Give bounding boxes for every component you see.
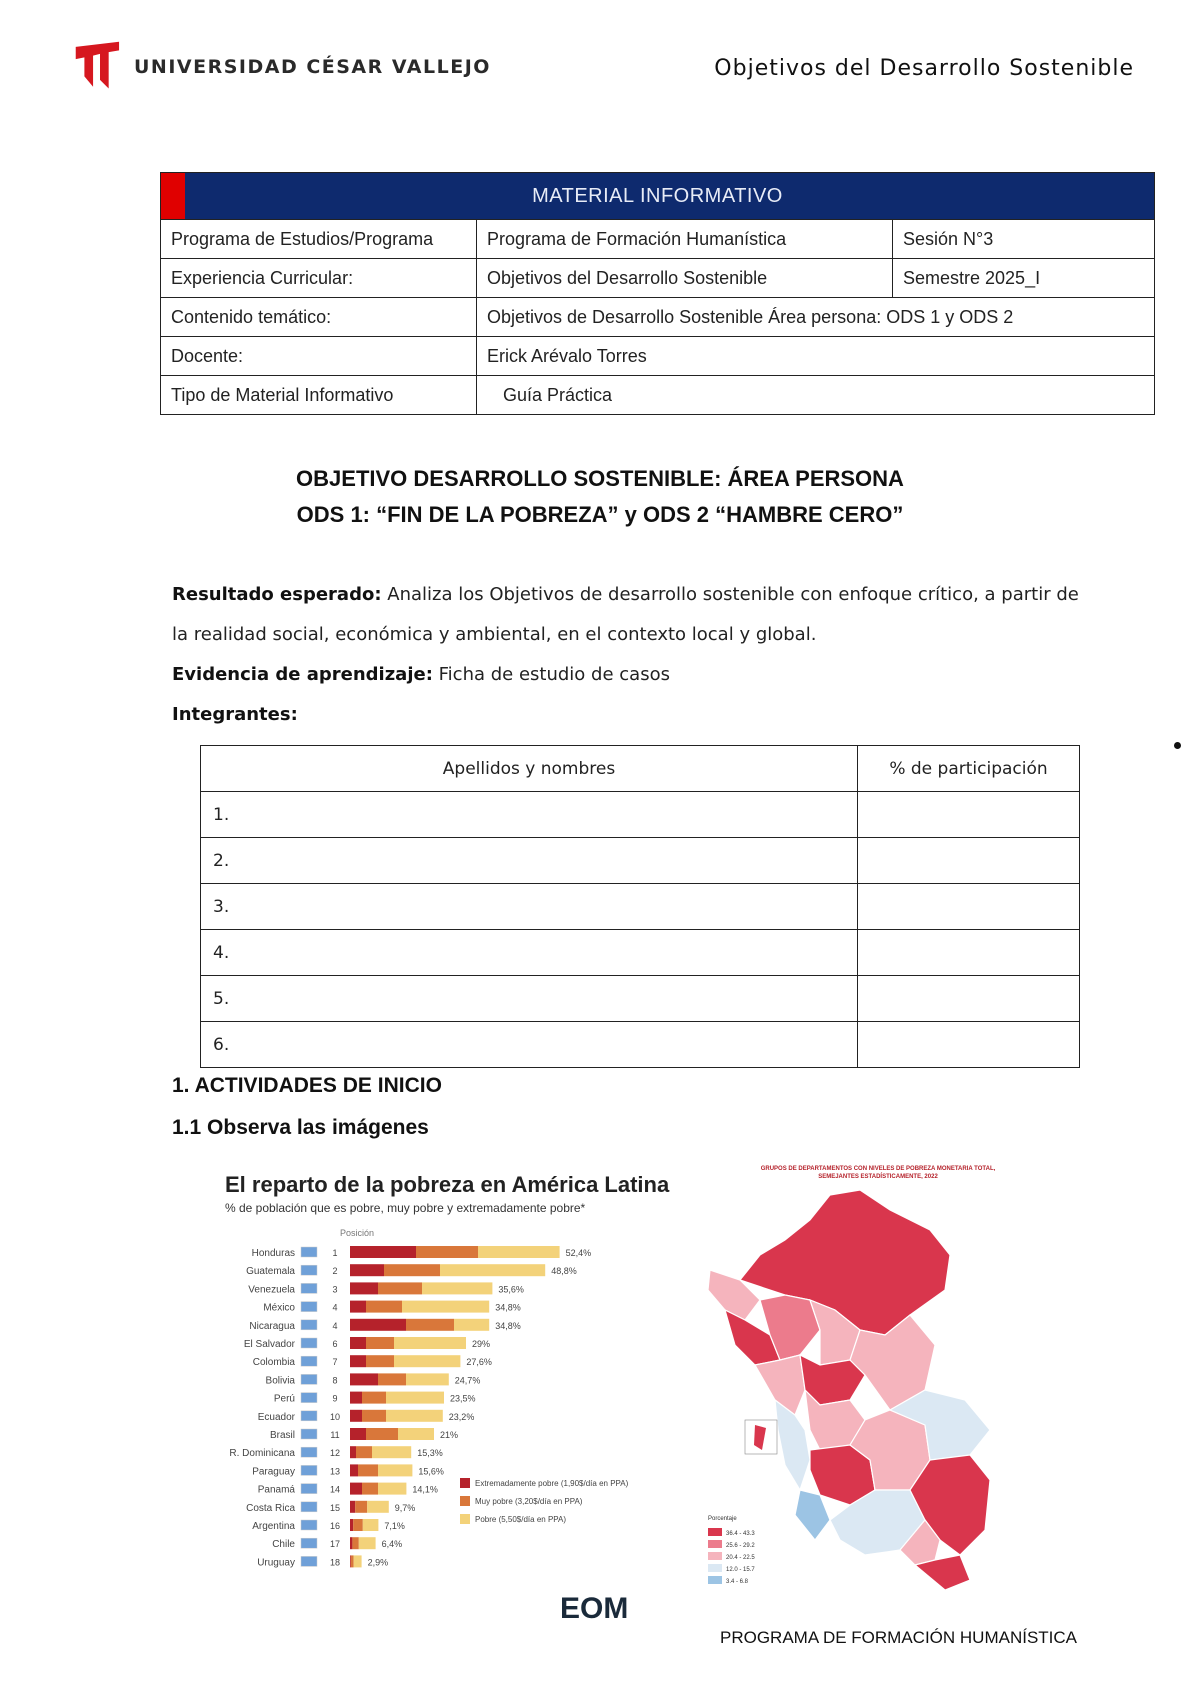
bar-segment	[366, 1428, 398, 1440]
bar-segment	[351, 1555, 354, 1567]
bar-segment	[366, 1355, 394, 1367]
bar-segment	[378, 1373, 406, 1385]
bar-segment	[406, 1319, 454, 1331]
bar-segment	[352, 1537, 358, 1549]
section-heading: 1. ACTIVIDADES DE INICIO	[172, 1074, 442, 1097]
col-names-header: Apellidos y nombres	[201, 746, 858, 792]
brand-logo: EOM	[560, 1592, 629, 1625]
country-label: Nicaragua	[249, 1320, 295, 1332]
members-table	[200, 745, 1080, 1068]
country-label: Brasil	[269, 1430, 295, 1441]
map-heading: GRUPOS DE DEPARTAMENTOS CON NIVELES DE POBREZA MONETARIA TOTAL,	[760, 1166, 996, 1172]
data-label: 14,1%	[412, 1484, 438, 1495]
country-flag-icon	[301, 1247, 317, 1257]
bar-segment	[386, 1410, 443, 1422]
subsection-heading: 1.1 Observa las imágenes	[172, 1116, 429, 1139]
bar-segment	[362, 1410, 386, 1422]
map-legend-swatch	[708, 1540, 722, 1548]
member-name-cell[interactable]: 1.	[201, 792, 858, 838]
heading-text: MATERIAL INFORMATIVO	[532, 184, 783, 207]
bar-segment	[372, 1446, 411, 1458]
country-label: Uruguay	[257, 1557, 295, 1569]
country-flag-icon	[301, 1502, 317, 1512]
bar-segment	[350, 1264, 384, 1276]
country-label: El Salvador	[243, 1339, 295, 1350]
bar-segment	[350, 1373, 378, 1385]
member-percent-cell[interactable]	[858, 884, 1080, 930]
country-label: Colombia	[252, 1357, 295, 1369]
country-label: Perú	[273, 1393, 295, 1405]
position-label: 2	[332, 1266, 338, 1277]
semester-cell: Semestre 2025_I	[893, 259, 1155, 298]
bar-segment	[378, 1464, 412, 1476]
country-flag-icon	[301, 1484, 317, 1494]
data-label: 9,7%	[394, 1502, 416, 1513]
map-legend-label: 25.6 - 29.2	[726, 1543, 755, 1549]
bar-segment	[406, 1373, 449, 1385]
bar-segment	[350, 1319, 406, 1331]
data-label: 2,9%	[367, 1557, 389, 1568]
value-cell: Objetivos del Desarrollo Sostenible	[477, 259, 893, 298]
bar-segment	[350, 1301, 366, 1313]
label-cell: Tipo de Material Informativo	[161, 376, 477, 415]
bar-segment	[394, 1355, 460, 1367]
data-label: 29%	[472, 1339, 491, 1349]
position-label: 3	[332, 1284, 338, 1295]
member-percent-cell[interactable]	[858, 838, 1080, 884]
bar-segment	[378, 1483, 406, 1495]
material-info-table	[160, 172, 1155, 415]
map-legend-label: 36.4 - 43.3	[726, 1531, 755, 1537]
bar-segment	[350, 1555, 351, 1567]
country-flag-icon	[301, 1302, 317, 1312]
country-label: Chile	[272, 1539, 295, 1551]
position-label: 13	[329, 1466, 341, 1477]
position-label: Posición	[340, 1228, 375, 1238]
bar-segment	[355, 1501, 367, 1513]
bar-segment	[350, 1410, 362, 1422]
position-label: 9	[332, 1393, 338, 1404]
members-label: Integrantes:	[172, 704, 298, 725]
member-name-cell[interactable]: 2.	[201, 838, 858, 884]
position-label: 10	[329, 1411, 341, 1422]
position-label: 7	[332, 1357, 338, 1368]
bar-segment	[394, 1337, 466, 1349]
country-label: Venezuela	[248, 1284, 295, 1296]
bar-segment	[350, 1392, 362, 1404]
legend-title: Porcentaje	[708, 1516, 737, 1522]
map-legend-label: 12.0 - 15.7	[726, 1567, 755, 1573]
member-name-cell[interactable]: 4.	[201, 930, 858, 976]
bar-segment	[350, 1483, 362, 1495]
country-label: Bolivia	[265, 1375, 295, 1387]
member-name-cell[interactable]: 5.	[201, 976, 858, 1022]
legend-label: Muy pobre (3,20$/día en PPA)	[475, 1497, 583, 1506]
country-flag-icon	[301, 1465, 317, 1475]
country-flag-icon	[301, 1538, 317, 1548]
position-label: 16	[329, 1521, 341, 1531]
bar-segment	[366, 1337, 394, 1349]
value-cell: Objetivos de Desarrollo Sostenible Área persona: ODS 1 y ODS 2	[477, 298, 1155, 337]
country-flag-icon	[301, 1447, 317, 1457]
member-percent-cell[interactable]	[858, 792, 1080, 838]
bar-segment	[353, 1519, 363, 1531]
bar-segment	[362, 1483, 378, 1495]
country-label: Ecuador	[257, 1411, 295, 1423]
country-flag-icon	[301, 1283, 317, 1293]
footer-program: PROGRAMA DE FORMACIÓN HUMANÍSTICA	[720, 1628, 1078, 1647]
bar-segment	[416, 1246, 478, 1258]
map-region-ica	[795, 1490, 830, 1540]
country-flag-icon	[301, 1320, 317, 1330]
country-flag-icon	[301, 1393, 317, 1403]
data-label: 7,1%	[384, 1521, 405, 1531]
value-cell: Programa de Formación Humanística	[477, 220, 893, 259]
legend-label: Extremadamente pobre (1,90$/día en PPA)	[475, 1479, 629, 1488]
legend-swatch	[460, 1478, 470, 1488]
data-label: 21%	[440, 1430, 459, 1440]
bar-segment	[356, 1446, 372, 1458]
bar-segment	[398, 1428, 434, 1440]
result-text: Analiza los Objetivos de desarrollo sostenible con enfoque crítico, a partir de	[387, 584, 1079, 605]
session-cell: Sesión N°3	[893, 220, 1155, 259]
bar-segment	[354, 1555, 362, 1567]
country-label: Panamá	[257, 1484, 295, 1496]
accent-bar	[161, 173, 185, 219]
bar-segment	[367, 1501, 389, 1513]
peru-poverty-map	[700, 1160, 1055, 1630]
position-label: 4	[332, 1302, 338, 1313]
bar-segment	[478, 1246, 560, 1258]
label-cell: Contenido temático:	[161, 298, 477, 337]
document-title-line2: ODS 1: “FIN DE LA POBREZA” y ODS 2 “HAMBRE CERO”	[296, 502, 904, 527]
bar-segment	[350, 1282, 378, 1294]
value-cell: Erick Arévalo Torres	[477, 337, 1155, 376]
map-legend-swatch	[708, 1576, 722, 1584]
course-header-title: Objetivos del Desarrollo Sostenible	[714, 56, 1134, 81]
data-label: 34,8%	[495, 1320, 521, 1331]
data-label: 27,6%	[466, 1357, 492, 1368]
evidence-text: Ficha de estudio de casos	[438, 664, 670, 685]
col-percent-header: % de participación	[858, 746, 1080, 792]
bar-segment	[362, 1392, 386, 1404]
document-title-line1: OBJETIVO DESARROLLO SOSTENIBLE: ÁREA PERSONA	[296, 466, 904, 491]
country-flag-icon	[301, 1429, 317, 1439]
country-flag-icon	[301, 1520, 317, 1530]
data-label: 23,5%	[450, 1393, 476, 1404]
member-percent-cell[interactable]	[858, 976, 1080, 1022]
label-cell: Programa de Estudios/Programa	[161, 220, 477, 259]
position-label: 17	[329, 1539, 341, 1550]
position-label: 11	[330, 1430, 340, 1440]
data-label: 15,3%	[417, 1448, 443, 1459]
country-label: Argentina	[252, 1521, 295, 1532]
university-logo-icon	[74, 38, 126, 94]
evidence-label: Evidencia de aprendizaje:	[172, 664, 433, 685]
legend-label: Pobre (5,50$/día en PPA)	[475, 1515, 567, 1524]
map-heading: SEMEJANTES ESTADÍSTICAMENTE, 2022	[818, 1174, 938, 1180]
university-name: UNIVERSIDAD CÉSAR VALLEJO	[134, 56, 491, 78]
bar-segment	[350, 1246, 416, 1258]
map-legend-label: 20.4 - 22.5	[726, 1555, 755, 1561]
bar-segment	[386, 1392, 444, 1404]
position-label: 8	[332, 1375, 338, 1386]
legend-swatch	[460, 1496, 470, 1506]
position-label: 6	[332, 1339, 338, 1349]
bar-segment	[402, 1301, 489, 1313]
legend-swatch	[460, 1514, 470, 1524]
chart-title: El reparto de la pobreza en América Latina	[225, 1172, 670, 1197]
data-label: 52,4%	[565, 1248, 592, 1258]
bar-segment	[350, 1464, 358, 1476]
country-flag-icon	[301, 1356, 317, 1366]
bar-segment	[440, 1264, 545, 1276]
position-label: 1	[332, 1248, 338, 1258]
country-flag-icon	[301, 1265, 317, 1275]
map-legend-label: 3.4 - 6.8	[726, 1579, 749, 1585]
country-label: R. Dominicana	[229, 1448, 295, 1460]
label-cell: Docente:	[161, 337, 477, 376]
bar-segment	[454, 1319, 489, 1331]
country-label: Honduras	[251, 1248, 295, 1259]
data-label: 35,6%	[498, 1284, 524, 1295]
country-label: Paraguay	[252, 1466, 295, 1478]
bar-segment	[422, 1282, 492, 1294]
country-label: México	[263, 1302, 295, 1314]
material-info-heading	[161, 173, 1155, 220]
country-flag-icon	[301, 1338, 317, 1348]
position-label: 14	[329, 1484, 341, 1495]
position-label: 18	[329, 1557, 341, 1568]
position-label: 4	[332, 1320, 338, 1331]
bar-segment	[384, 1264, 440, 1276]
bar-segment	[350, 1537, 352, 1549]
bar-segment	[350, 1501, 355, 1513]
data-label: 6,4%	[381, 1539, 403, 1550]
member-name-cell[interactable]: 6.	[201, 1022, 858, 1068]
bar-segment	[350, 1428, 366, 1440]
country-label: Guatemala	[246, 1266, 295, 1278]
bar-segment	[359, 1537, 376, 1549]
chart-subtitle: % de población que es pobre, muy pobre y extremadamente pobre*	[225, 1201, 586, 1215]
bar-segment	[350, 1355, 366, 1367]
bar-segment	[350, 1446, 356, 1458]
result-label: Resultado esperado:	[172, 584, 382, 605]
data-label: 48,8%	[551, 1266, 577, 1277]
country-flag-icon	[301, 1411, 317, 1421]
bar-segment	[363, 1519, 379, 1531]
data-label: 34,8%	[495, 1302, 521, 1313]
result-text-cont: la realidad social, económica y ambiental, en el contexto local y global.	[172, 624, 817, 645]
bar-segment	[366, 1301, 402, 1313]
data-label: 24,7%	[454, 1375, 481, 1386]
bullet-dot	[1174, 742, 1181, 749]
member-name-cell[interactable]: 3.	[201, 884, 858, 930]
bar-segment	[350, 1337, 366, 1349]
country-label: Costa Rica	[246, 1502, 295, 1514]
data-label: 15,6%	[418, 1466, 444, 1477]
country-flag-icon	[301, 1374, 317, 1384]
member-percent-cell[interactable]	[858, 930, 1080, 976]
value-cell: Guía Práctica	[477, 376, 1155, 415]
bar-segment	[378, 1282, 422, 1294]
position-label: 15	[329, 1502, 341, 1513]
data-label: 23,2%	[448, 1411, 475, 1422]
map-legend-swatch	[708, 1552, 722, 1560]
map-region-lima	[775, 1400, 810, 1490]
label-cell: Experiencia Curricular:	[161, 259, 477, 298]
bar-segment	[358, 1464, 378, 1476]
position-label: 12	[329, 1448, 341, 1459]
map-legend-swatch	[708, 1564, 722, 1572]
map-legend-swatch	[708, 1528, 722, 1536]
country-flag-icon	[301, 1556, 317, 1566]
bar-segment	[350, 1519, 353, 1531]
poverty-chart	[215, 1168, 675, 1628]
member-percent-cell[interactable]	[858, 1022, 1080, 1068]
